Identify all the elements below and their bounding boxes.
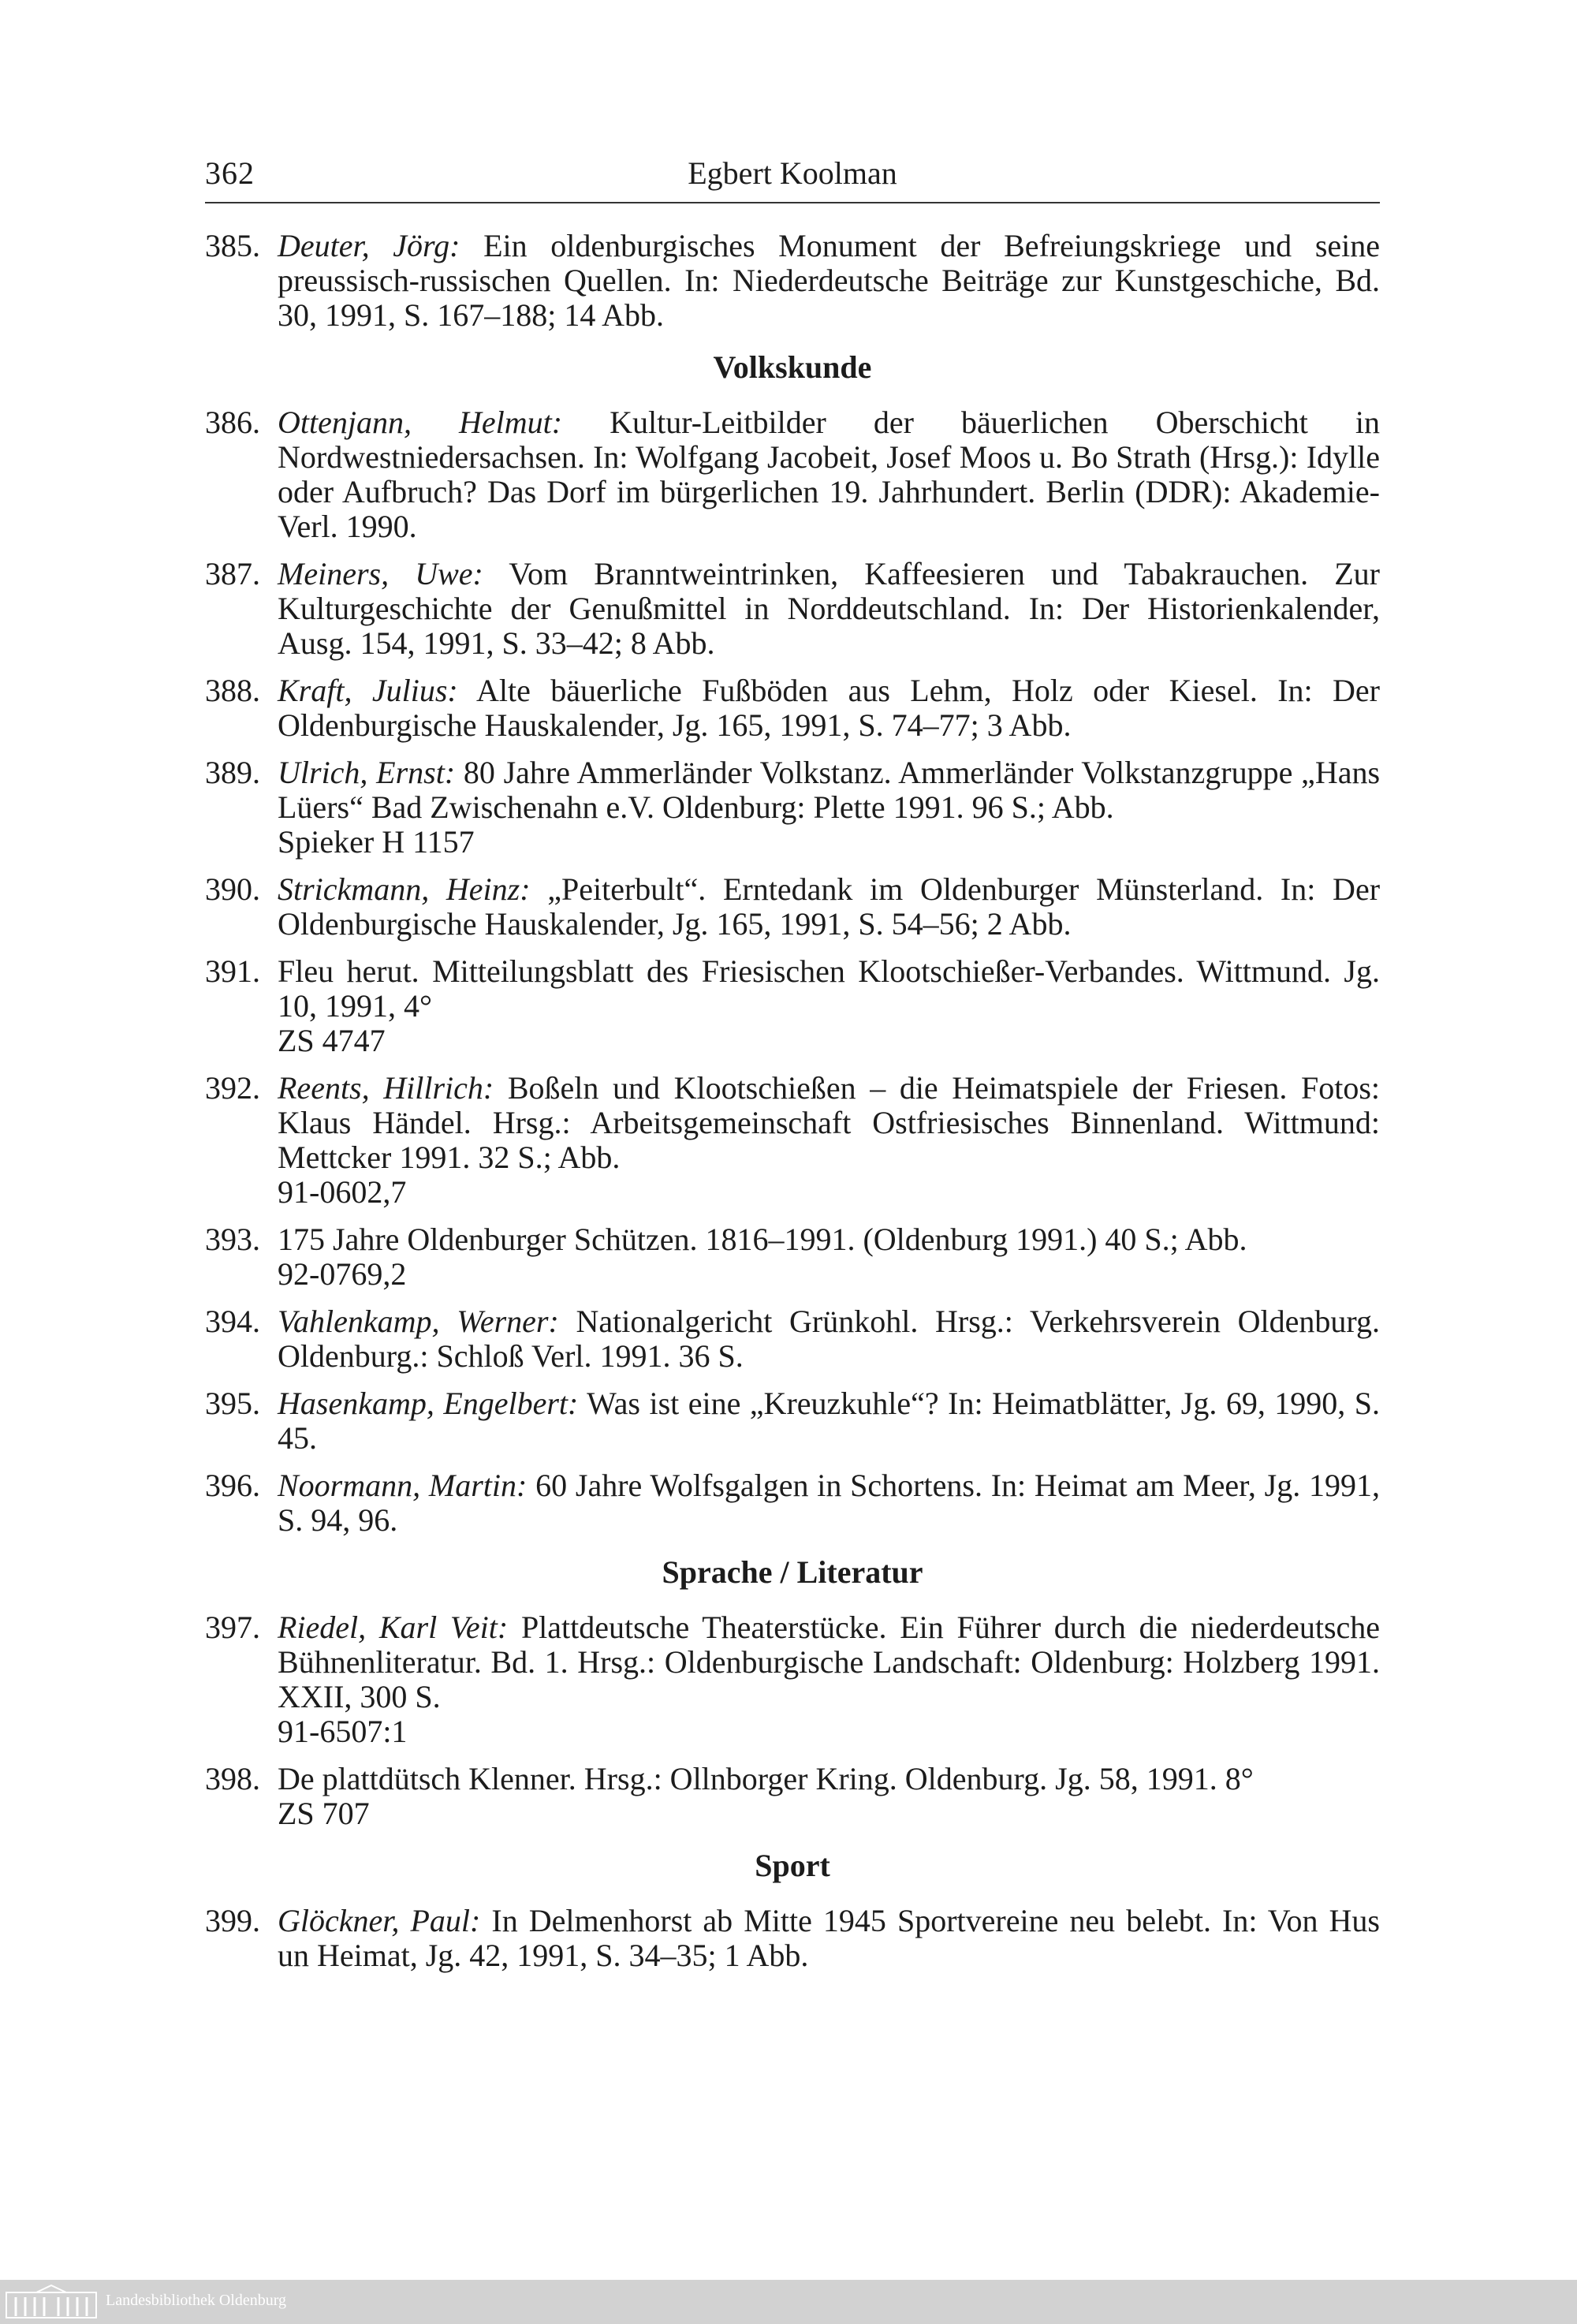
entry-text — [278, 1468, 1380, 1538]
entry-author: Vahlenkamp, Werner: — [278, 1304, 559, 1339]
entry-text — [278, 1762, 1380, 1831]
shelf-mark: ZS 4747 — [278, 1023, 386, 1058]
entry-author: Ottenjann, Helmut: — [278, 405, 563, 440]
entry-author: Glöckner, Paul: — [278, 1903, 481, 1938]
bib-entry — [205, 1304, 1380, 1374]
entry-body: Plattdeutsche Theaterstücke. Ein Führer durch die niederdeutsche Bühnenliteratur. Bd. 1. Hrsg.: Oldenburgische Landschaft: Oldenburg: Holzberg 1991. XXII, 300 S. — [278, 1610, 1381, 1714]
entry-text — [278, 1304, 1380, 1374]
entry-text — [278, 405, 1380, 544]
entry-author: Riedel, Karl Veit: — [278, 1610, 509, 1645]
shelf-mark: Spieker H 1157 — [278, 824, 475, 860]
entry-number: 397. — [205, 1610, 260, 1645]
shelf-mark: ZS 707 — [278, 1796, 370, 1831]
shelf-mark: 92-0769,2 — [278, 1256, 407, 1292]
bib-entry — [205, 1386, 1380, 1456]
entry-author: Noormann, Martin: — [278, 1468, 528, 1503]
entry-text — [278, 872, 1380, 942]
entry-text — [278, 229, 1380, 333]
entry-text — [278, 1386, 1380, 1456]
entry-number: 387. — [205, 556, 260, 591]
bib-entry — [205, 673, 1380, 743]
entry-text — [278, 755, 1380, 860]
shelf-mark: 91-6507:1 — [278, 1714, 408, 1749]
entry-body: Kultur-Leitbilder der bäuerlichen Oberschicht in Nordwestniedersachsen. In: Wolfgang Jacobeit, Josef Moos u. Bo Strath (Hrsg.): Idylle oder Aufbruch? Das Dorf im bürgerlichen 19. Jahrhundert. Berlin (DDR): Akademie-Verl. 1990. — [278, 405, 1381, 544]
entry-body: De plattdütsch Klenner. Hrsg.: Ollnborger Kring. Oldenburg. Jg. 58, 1991. 8° — [278, 1761, 1254, 1796]
entry-text — [278, 1222, 1380, 1292]
bib-entry — [205, 954, 1380, 1058]
entry-author: Kraft, Julius: — [278, 673, 458, 708]
entry-author: Hasenkamp, Engelbert: — [278, 1386, 579, 1421]
library-building-icon — [5, 2285, 98, 2319]
bib-entry — [205, 405, 1380, 544]
entry-body: Boßeln und Klootschießen – die Heimatspiele der Friesen. Fotos: Klaus Händel. Hrsg.: Arbeitsgemeinschaft Ostfriesisches Binnenland. Wittmund: Mettcker 1991. 32 S.; Abb. — [278, 1070, 1380, 1175]
entry-number: 388. — [205, 673, 260, 708]
entry-text — [278, 1904, 1380, 1973]
entry-text — [278, 557, 1380, 661]
bib-entry — [205, 229, 1380, 333]
entry-text — [278, 673, 1380, 743]
entry-author: Reents, Hillrich: — [278, 1070, 494, 1106]
bib-entry — [205, 557, 1380, 661]
entry-author: Meiners, Uwe: — [278, 556, 483, 591]
entry-number: 398. — [205, 1761, 260, 1796]
page-number: 362 — [205, 155, 255, 191]
entry-number: 385. — [205, 228, 260, 263]
section-heading-volkskunde: Volkskunde — [713, 349, 872, 385]
entry-number: 392. — [205, 1070, 260, 1106]
entry-body: In Delmenhorst ab Mitte 1945 Sportvereine neu belebt. In: Von Hus un Heimat, Jg. 42, 1991, S. 34–35; 1 Abb. — [278, 1903, 1380, 1973]
entry-body: 60 Jahre Wolfsgalgen in Schortens. In: Heimat am Meer, Jg. 1991, S. 94, 96. — [278, 1468, 1380, 1538]
entry-body: Was ist eine „Kreuzkuhle“? In: Heimatblätter, Jg. 69, 1990, S. 45. — [278, 1386, 1380, 1456]
entry-text — [278, 1610, 1380, 1749]
entry-body: Alte bäuerliche Fußböden aus Lehm, Holz oder Kiesel. In: Der Oldenburgische Hauskalender, Jg. 165, 1991, S. 74–77; 3 Abb. — [278, 673, 1381, 743]
bib-entry — [205, 1468, 1380, 1538]
library-footer-label: Landesbibliothek Oldenburg — [106, 2292, 287, 2309]
entry-number: 396. — [205, 1468, 260, 1503]
entry-number: 393. — [205, 1222, 260, 1257]
shelf-mark: 91-0602,7 — [278, 1174, 407, 1210]
entry-number: 391. — [205, 953, 260, 989]
bib-entry — [205, 1904, 1380, 1973]
entry-author: Deuter, Jörg: — [278, 228, 460, 263]
entry-body: 80 Jahre Ammerländer Volkstanz. Ammerländer Volkstanzgruppe „Hans Lüers“ Bad Zwischenahn e.V. Oldenburg: Plette 1991. 96 S.; Abb. — [278, 755, 1381, 825]
entry-number: 395. — [205, 1386, 260, 1421]
entry-number: 399. — [205, 1903, 260, 1938]
section-heading-sprache-literatur: Sprache / Literatur — [662, 1554, 923, 1590]
page-header — [205, 150, 1380, 203]
bib-entry — [205, 872, 1380, 942]
entry-body: Vom Branntweintrinken, Kaffeesieren und Tabakrauchen. Zur Kulturgeschichte der Genußmittel in Norddeutschland. In: Der Historienkalender, Ausg. 154, 1991, S. 33–42; 8 Abb. — [278, 556, 1380, 661]
entry-number: 389. — [205, 755, 260, 790]
bib-entry — [205, 1762, 1380, 1831]
bib-entry — [205, 1610, 1380, 1749]
bib-entry — [205, 1222, 1380, 1292]
entry-author: Strickmann, Heinz: — [278, 871, 531, 907]
entry-author: Ulrich, Ernst: — [278, 755, 456, 790]
bibliography-list — [205, 229, 1380, 1986]
entry-number: 386. — [205, 405, 260, 440]
entry-body: Nationalgericht Grünkohl. Hrsg.: Verkehrsverein Oldenburg. Oldenburg.: Schloß Verl. 1991. 36 S. — [278, 1304, 1381, 1374]
entry-body: Fleu herut. Mitteilungsblatt des Friesischen Klootschießer-Verbandes. Wittmund. Jg. 10, 1991, 4° — [278, 953, 1380, 1024]
section-heading-sport: Sport — [755, 1848, 830, 1883]
running-head: Egbert Koolman — [688, 155, 897, 191]
bib-entry — [205, 755, 1380, 860]
entry-body: „Peiterbult“. Erntedank im Oldenburger Münsterland. In: Der Oldenburgische Hauskalender, Jg. 165, 1991, S. 54–56; 2 Abb. — [278, 871, 1381, 942]
entry-number: 390. — [205, 871, 260, 907]
entry-body: 175 Jahre Oldenburger Schützen. 1816–1991. (Oldenburg 1991.) 40 S.; Abb. — [278, 1222, 1247, 1257]
bib-entry — [205, 1071, 1380, 1210]
entry-body: Ein oldenburgisches Monument der Befreiungskriege und seine preussisch-russischen Quellen. In: Niederdeutsche Beiträge zur Kunstgeschiche, Bd. 30, 1991, S. 167–188; 14 Abb. — [278, 228, 1381, 333]
entry-text — [278, 1071, 1380, 1210]
entry-number: 394. — [205, 1304, 260, 1339]
entry-text — [278, 954, 1380, 1058]
library-footer-bar — [0, 2280, 1577, 2324]
